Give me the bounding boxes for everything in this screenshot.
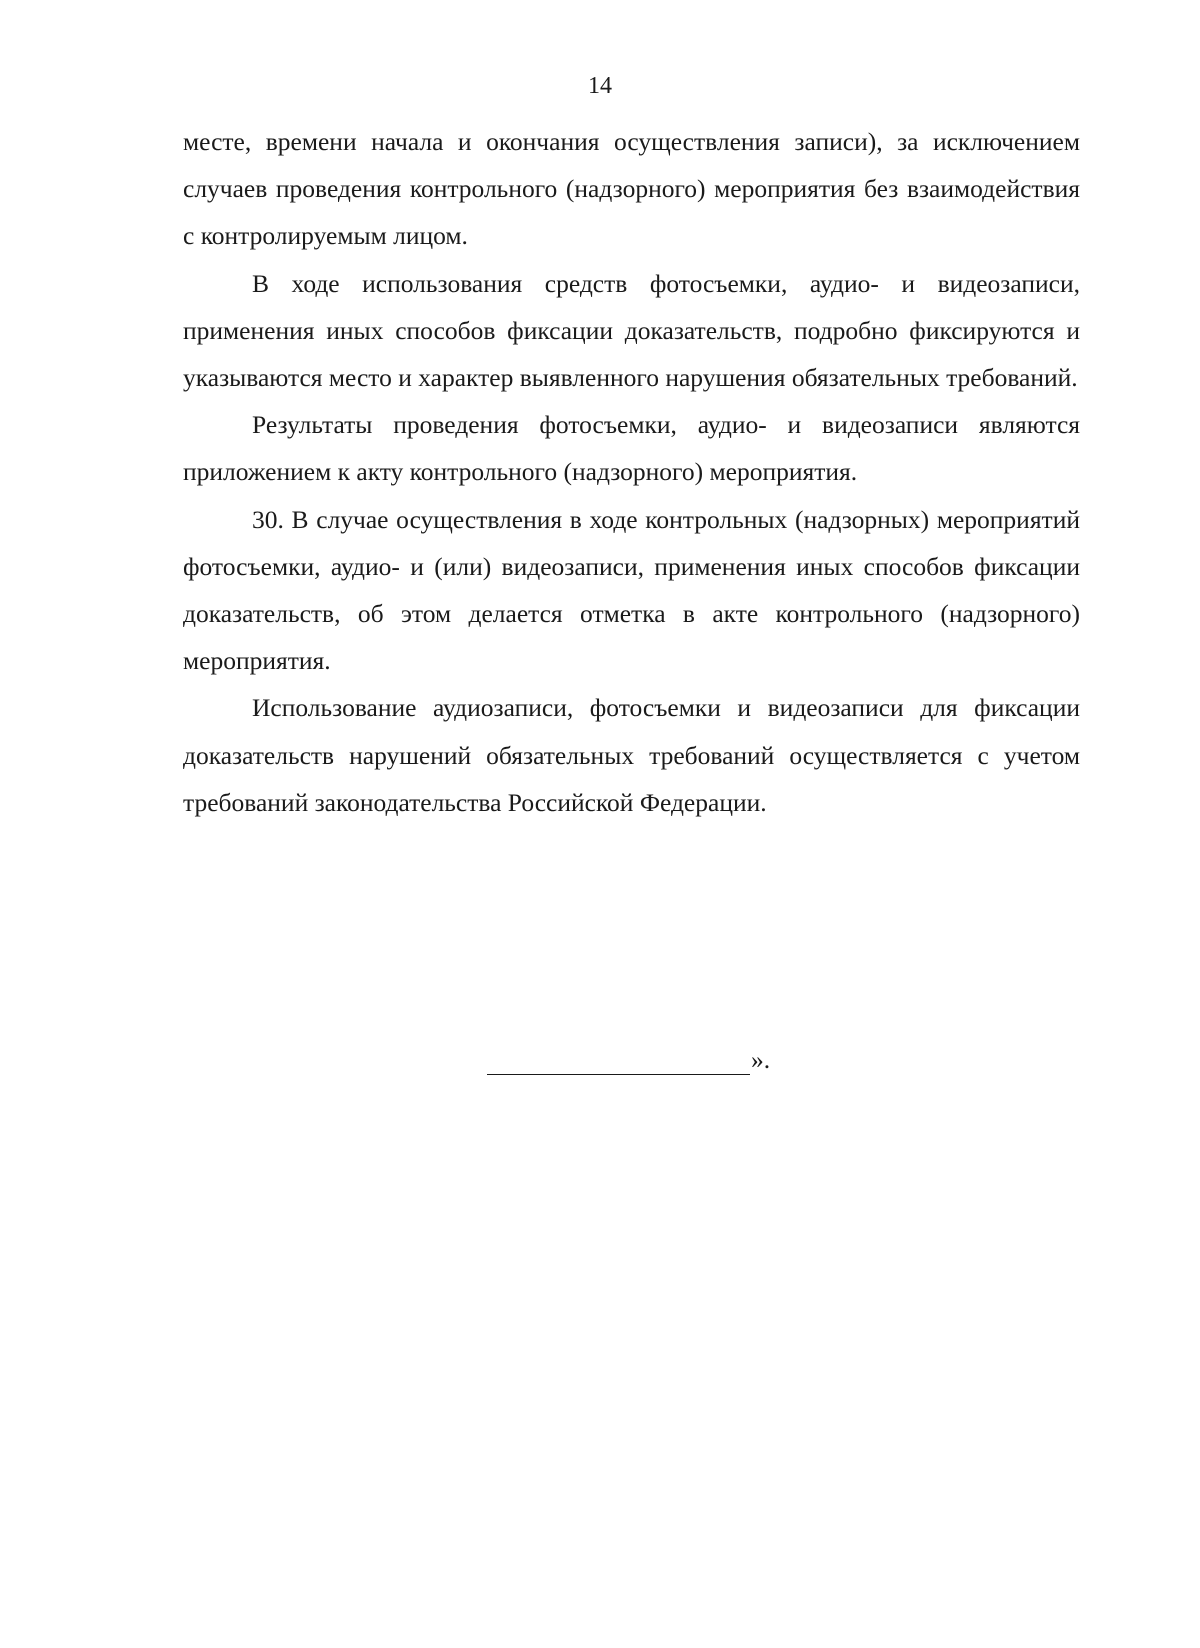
document-body [183, 118, 1080, 826]
paragraph-continuation: месте, времени начала и окончания осуществления записи), за исключением случаев проведения контрольного (надзорного) мероприятия без взаимодействия с контролируемым лицом. [183, 127, 1080, 251]
paragraph-photo-recording: В ходе использования средств фотосъемки, аудио- и видеозаписи, применения иных способов фиксации доказательств, подробно фиксируются и указываются место и характер выявленного нарушения обязательных требований. [183, 268, 1080, 393]
closing-line-mark [487, 1045, 770, 1075]
paragraph-legislation: Использование аудиозаписи, фотосъемки и видеозаписи для фиксации доказательств нарушений обязательных требований осуществляется с учетом требований законодательства Российской Федерации. [183, 693, 1080, 817]
paragraph-item-30: 30. В случае осуществления в ходе контрольных (надзорных) мероприятий фотосъемки, аудио- и (или) видеозаписи, применения иных способов фиксации доказательств, об этом делается отметка в акте контрольного (надзорного) мероприятия. [183, 504, 1080, 676]
paragraph-results: Результаты проведения фотосъемки, аудио- и видеозаписи являются приложением к акту контрольного (надзорного) мероприятия. [183, 410, 1080, 487]
page-number: 14 [588, 73, 612, 99]
horizontal-rule [487, 1052, 750, 1075]
closing-quote: ». [751, 1045, 771, 1074]
